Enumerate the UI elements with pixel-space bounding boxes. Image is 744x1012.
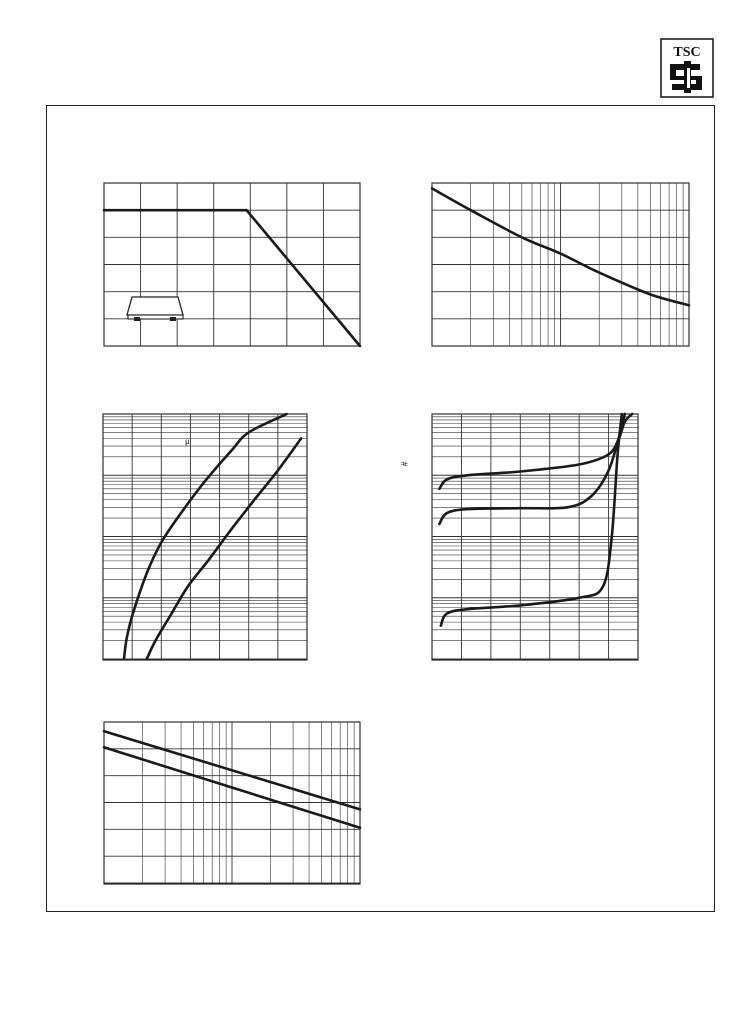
chart-fig3 — [99, 410, 311, 664]
chart-fig5 — [100, 718, 364, 888]
chart-fig4 — [428, 410, 642, 664]
fig4-side-mark: # — [399, 461, 410, 467]
logo-text: TSC — [673, 45, 701, 60]
fig3-stray-text: μ — [185, 436, 190, 446]
chart-fig2 — [428, 179, 693, 351]
tsc-logo-mark-icon — [670, 61, 702, 93]
tsc-logo — [660, 38, 714, 98]
chart-fig1 — [100, 179, 364, 351]
package-outline-icon — [127, 297, 183, 321]
